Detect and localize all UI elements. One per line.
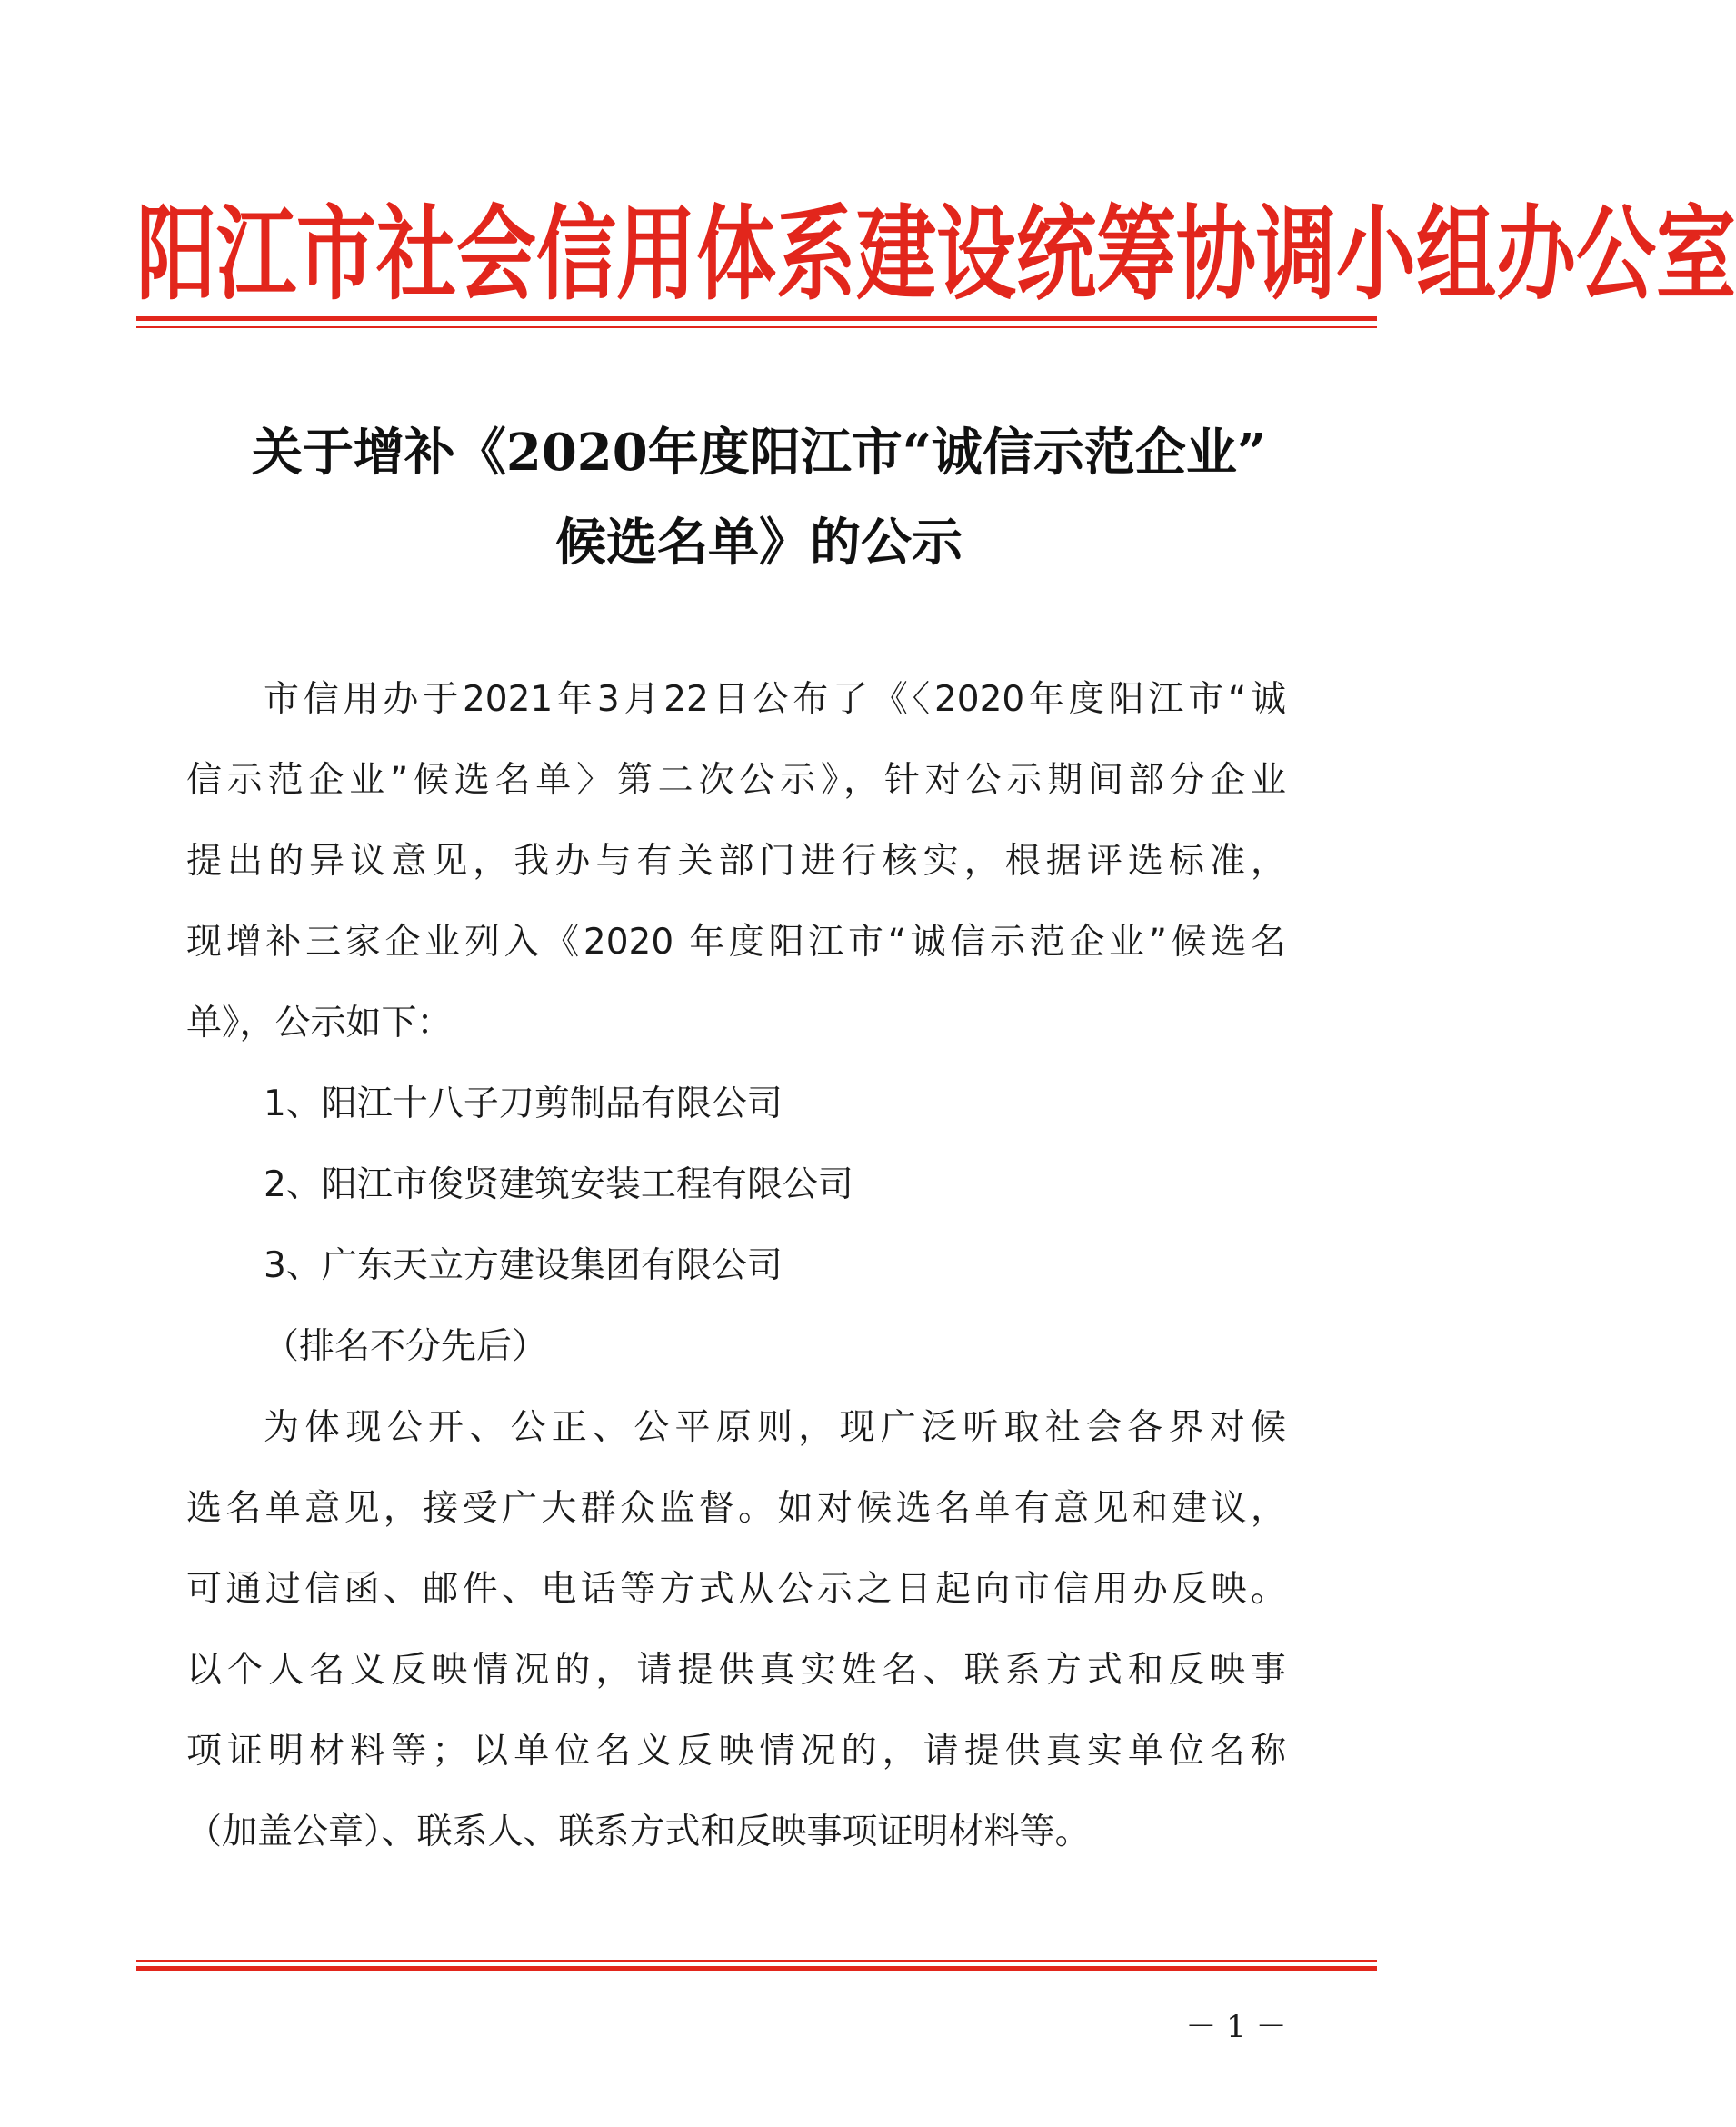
company-list-item-1: 1、阳江十八子刀剪制品有限公司 [264,1083,783,1124]
company-list-item-2: 2、阳江市俊贤建筑安装工程有限公司 [264,1164,853,1205]
paragraph-1-line-1: 市信用办于2021年3月22日公布了《〈2020年度阳江市“诚 [264,679,1286,720]
paragraph-2-line-2: 选名单意见，接受广大群众监督。如对候选名单有意见和建议， [186,1488,1286,1529]
paragraph-2-line-4: 以个人名义反映情况的，请提供真实姓名、联系方式和反映事 [186,1650,1286,1691]
paragraph-2-line-3: 可通过信函、邮件、电话等方式从公示之日起向市信用办反映。 [186,1569,1286,1610]
letterhead-rule-thick [136,316,1377,321]
document-title-line-1: 关于增补《2020年度阳江市“诚信示范企业” [251,423,1267,483]
company-list-item-3: 3、广东天立方建设集团有限公司 [264,1245,783,1286]
footer-rule-thick [136,1966,1377,1971]
paragraph-1-line-3: 提出的异议意见，我办与有关部门进行核实，根据评选标准， [186,841,1286,882]
paragraph-2-line-1: 为体现公开、公正、公平原则，现广泛听取社会各界对候 [264,1407,1286,1448]
paragraph-1-line-2: 信示范企业”候选名单〉第二次公示》，针对公示期间部分企业 [186,760,1286,801]
paragraph-1-line-5: 单》，公示如下： [186,1003,453,1044]
document-title-line-2: 候选名单》的公示 [555,513,963,573]
paragraph-1-line-4: 现增补三家企业列入《2020 年度阳江市“诚信示范企业”候选名 [186,922,1286,963]
letterhead-rule-thin [136,326,1377,328]
footer-rule-thin [136,1960,1377,1962]
letterhead-org-name: 阳江市社会信用体系建设统筹协调小组办公室 [136,194,1736,315]
company-list-note: （排名不分先后） [264,1326,548,1367]
paragraph-2-line-6: （加盖公章）、联系人、联系方式和反映事项证明材料等。 [186,1812,1091,1852]
page-number: － 1 － [1185,2009,1287,2045]
paragraph-2-line-5: 项证明材料等；以单位名义反映情况的，请提供真实单位名称 [186,1731,1286,1772]
